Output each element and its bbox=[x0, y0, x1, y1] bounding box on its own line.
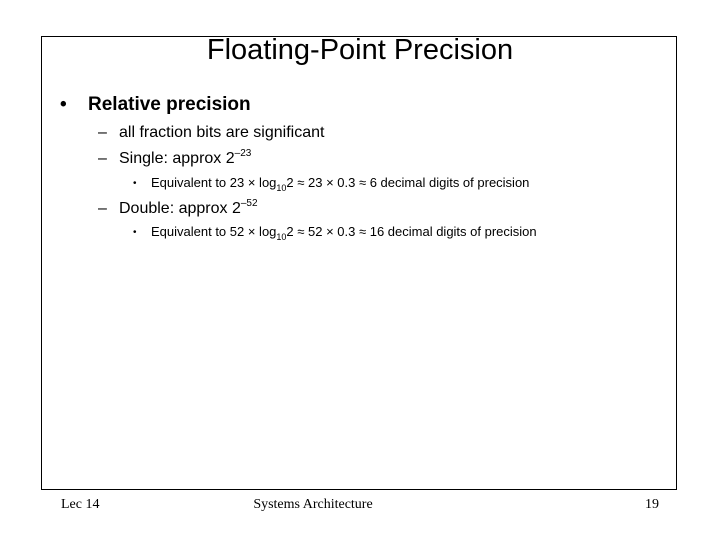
subbullet-marker: – bbox=[98, 150, 107, 167]
bullet-marker: • bbox=[60, 94, 67, 115]
detail-text-before: Equivalent to 23 × log bbox=[151, 175, 277, 190]
subbullet-text: Single: approx 2 bbox=[119, 150, 235, 167]
footer-lecture: Lec 14 bbox=[61, 497, 100, 512]
detail-marker: • bbox=[133, 178, 137, 189]
detail-text-after: 2 ≈ 52 × 0.3 ≈ 16 decimal digits of precision bbox=[286, 224, 537, 239]
detail-text-before: Equivalent to 52 × log bbox=[151, 224, 277, 239]
subbullet-double bbox=[98, 199, 258, 221]
subbullet-text: all fraction bits are significant bbox=[119, 124, 325, 141]
log-base-subscript: 10 bbox=[276, 232, 287, 242]
footer-page-number: 19 bbox=[645, 497, 659, 512]
detail-double-equivalent bbox=[133, 224, 537, 241]
bullet-relative-precision bbox=[60, 93, 251, 117]
log-base-subscript: 10 bbox=[276, 183, 287, 193]
footer-course-title: Systems Architecture bbox=[253, 497, 373, 512]
exponent-superscript: –52 bbox=[240, 198, 258, 209]
detail-marker: • bbox=[133, 227, 137, 238]
bullet-text: Relative precision bbox=[88, 94, 251, 115]
subbullet-marker: – bbox=[98, 200, 107, 217]
detail-single-equivalent bbox=[133, 175, 529, 192]
subbullet-single bbox=[98, 149, 251, 171]
subbullet-fraction-bits bbox=[98, 123, 324, 143]
exponent-superscript: –23 bbox=[234, 148, 252, 159]
detail-text-after: 2 ≈ 23 × 0.3 ≈ 6 decimal digits of precision bbox=[286, 175, 530, 190]
subbullet-marker: – bbox=[98, 124, 107, 141]
subbullet-text: Double: approx 2 bbox=[119, 200, 241, 217]
slide-title: Floating-Point Precision bbox=[206, 34, 514, 66]
